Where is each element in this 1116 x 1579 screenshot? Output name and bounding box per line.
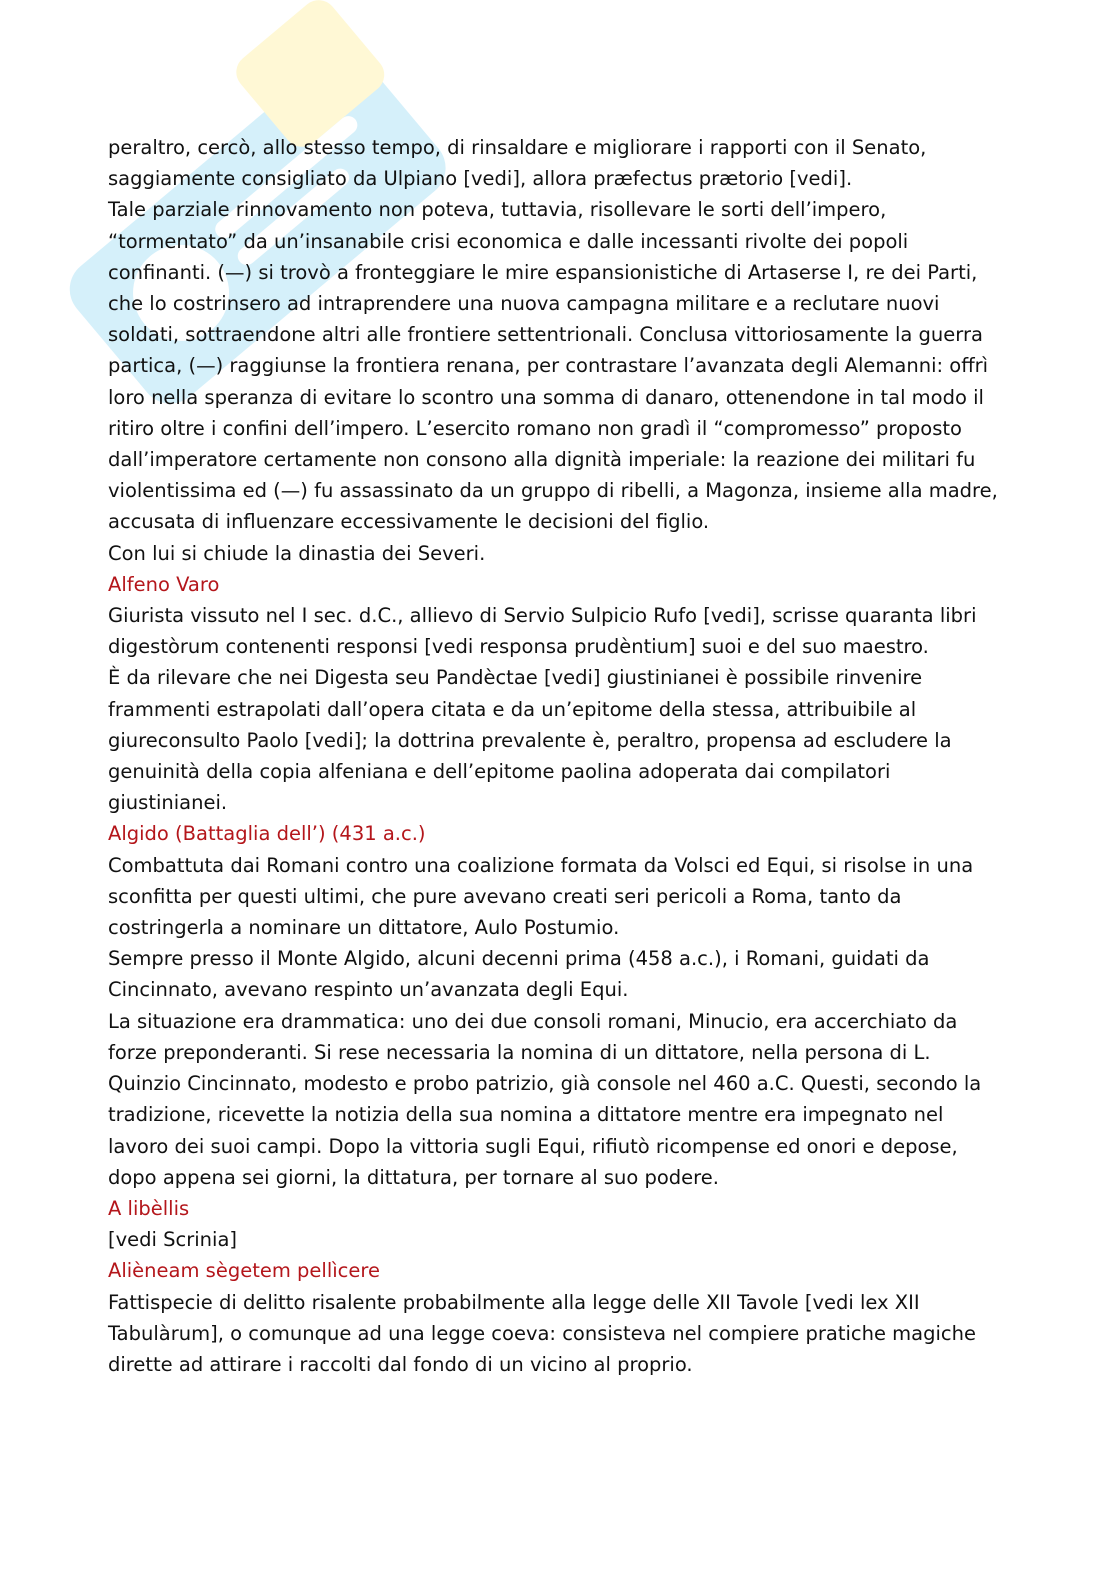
entry-heading-alfeno-varo: Alfeno Varo — [108, 572, 220, 596]
entry-heading-alienam-segetem: Alièneam sègetem pellìcere — [108, 1259, 380, 1283]
document-body — [108, 132, 1008, 1380]
paragraph: Con lui si chiude la dinastia dei Severi. — [108, 541, 486, 565]
paragraph: Sempre presso il Monte Algido, alcuni decenni prima (458 a.c.), i Romani, guidati da Cincinnato, avevano respinto un’avanzata degli Equi. — [108, 947, 930, 1002]
paragraph: È da rilevare che nei Digesta seu Pandèctae [vedi] giustinianei è possibile rinvenire frammenti estrapolati dall’opera citata e da un’epitome della stessa, attribuibile al giureconsulto Paolo [vedi]; la dottrina prevalente è, peraltro, propensa ad escludere la genuinità della copia alfeniana e dell’epitome paolina adoperata dai compilatori giustinianei. — [108, 666, 952, 815]
paragraph: Tale parziale rinnovamento non poteva, tuttavia, risollevare le sorti dell’impero, “tormentato” da un’insanabile crisi economica e dalle incessanti rivolte dei popoli confinanti. (—) si trovò a fronteggiare le mire espansionistiche di Artaserse I, re dei Parti, che lo costrinsero ad intraprendere una nuova campagna militare e a reclutare nuovi soldati, sottraendone altri alle frontiere settentrionali. Conclusa vittoriosamente la guerra partica, (—) raggiunse la frontiera renana, per contrastare l’avanzata degli Alemanni: offrì loro nella speranza di evitare lo scontro una somma di danaro, ottenendone in tal modo il ritiro oltre i confini dell’impero. L’esercito romano non gradì il “compromesso” proposto dall’imperatore certamente non consono alla dignità imperiale: la reazione dei militari fu violentissima ed (—) fu assassinato da un gruppo di ribelli, a Magonza, insieme alla madre, accusata di influenzare eccessivamente le decisioni del figlio. — [108, 198, 998, 534]
paragraph: Fattispecie di delitto risalente probabilmente alla legge delle XII Tavole [vedi lex XII Tabulàrum], o comunque ad una legge coeva: consisteva nel compiere pratiche magiche dirette ad attirare i raccolti dal fondo di un vicino al proprio. — [108, 1290, 976, 1376]
entry-heading-a-libellis: A libèllis — [108, 1196, 190, 1220]
entry-heading-algido: Algido (Battaglia dell’) (431 a.c.) — [108, 822, 426, 846]
paragraph: [vedi Scrinia] — [108, 1228, 238, 1252]
paragraph: peraltro, cercò, allo stesso tempo, di rinsaldare e migliorare i rapporti con il Senato, saggiamente consigliato da Ulpiano [vedi], allora præfectus prætorio [vedi]. — [108, 136, 927, 191]
paragraph: La situazione era drammatica: uno dei due consoli romani, Minucio, era accerchiato da forze preponderanti. Si rese necessaria la nomina di un dittatore, nella persona di L. Quinzio Cincinnato, modesto e probo patrizio, già console nel 460 a.C. Questi, secondo la tradizione, ricevette la notizia della sua nomina a dittatore mentre era impegnato nel lavoro dei suoi campi. Dopo la vittoria sugli Equi, rifiutò ricompense ed onori e depose, dopo appena sei giorni, la dittatura, per tornare al suo podere. — [108, 1009, 982, 1189]
paragraph: Giurista vissuto nel I sec. d.C., allievo di Servio Sulpicio Rufo [vedi], scrisse quaranta libri digestòrum contenenti responsi [vedi responsa prudèntium] suoi e del suo maestro. — [108, 604, 977, 659]
paragraph: Combattuta dai Romani contro una coalizione formata da Volsci ed Equi, si risolse in una sconfitta per questi ultimi, che pure avevano creati seri pericoli a Roma, tanto da costringerla a nominare un dittatore, Aulo Postumio. — [108, 853, 974, 940]
